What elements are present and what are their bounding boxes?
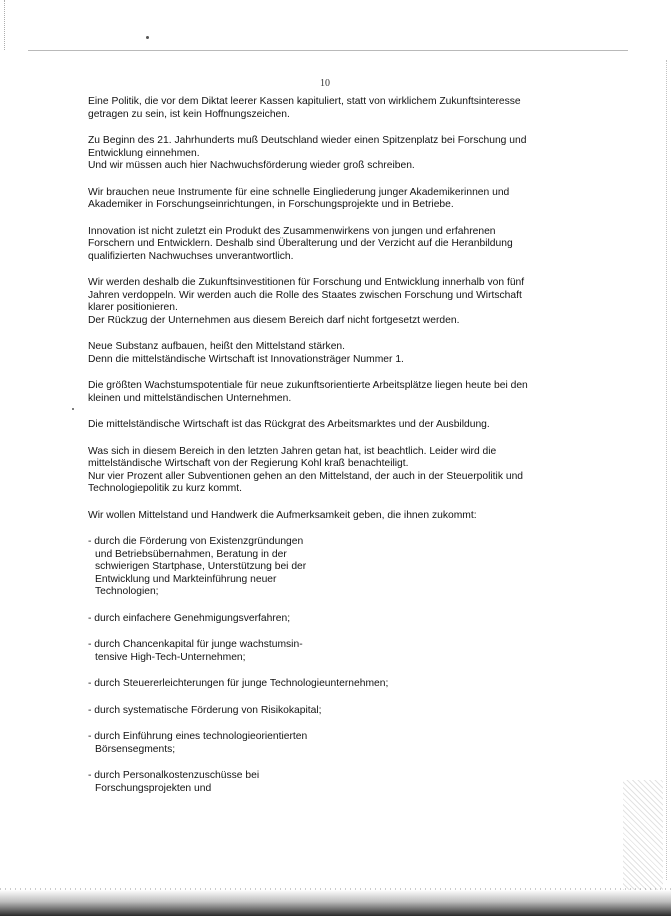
bullet-item [88, 536, 566, 599]
text-line: - durch systematische Förderung von Risikokapital; [88, 704, 322, 716]
paragraph [88, 96, 566, 121]
text-line: - durch Personalkostenzuschüsse bei [88, 770, 260, 781]
text-line: und Betriebsübernahmen, Beratung in der [95, 548, 287, 560]
bullet-item [88, 731, 566, 756]
text-line: Wir wollen Mittelstand und Handwerk die Aufmerksamkeit geben, die ihnen zukommt: [88, 509, 477, 521]
text-line: Entwicklung einnehmen. [88, 147, 200, 159]
text-line: Eine Politik, die vor dem Diktat leerer Kassen kapituliert, statt von wirklichem Zukunftsinteresse [88, 96, 521, 107]
paragraph [88, 510, 566, 523]
document-body [88, 96, 566, 809]
text-line: Entwicklung und Markteinführung neuer [95, 573, 277, 585]
text-line: - durch einfachere Genehmigungsverfahren; [88, 612, 291, 624]
scan-artifact-top-line [28, 50, 628, 51]
paragraph [88, 277, 566, 327]
text-line: klarer positionieren. [88, 302, 178, 313]
text-line: - durch Chancenkapital für junge wachstumsin- [88, 639, 303, 650]
text-line: getragen zu sein, ist kein Hoffnungszeichen. [88, 108, 290, 120]
text-line: Und wir müssen auch hier Nachwuchsförderung wieder groß schreiben. [88, 160, 415, 171]
text-line: mittelständische Wirtschaft von der Regierung Kohl kraß benachteiligt. [88, 458, 409, 469]
scan-artifact-speck [146, 36, 149, 39]
text-line: - durch Steuererleichterungen für junge Technologieunternehmen; [88, 678, 389, 689]
text-line: Neue Substanz aufbauen, heißt den Mittelstand stärken. [88, 341, 346, 352]
text-line: Jahren verdoppeln. Wir werden auch die Rolle des Staates zwischen Forschung und Wirtschaft [88, 289, 522, 301]
text-line: Technologien; [95, 586, 159, 597]
bullet-item [88, 613, 566, 626]
text-line: Wir werden deshalb die Zukunftsinvestitionen für Forschung und Entwicklung innerhalb von fünf [88, 277, 525, 288]
text-line: Forschungsprojekten und [95, 782, 212, 794]
bullet-item [88, 678, 566, 691]
text-line: Technologiepolitik zu kurz kommt. [88, 483, 242, 494]
paragraph [88, 187, 566, 212]
text-line: Zu Beginn des 21. Jahrhunderts muß Deutschland wieder einen Spitzenplatz bei Forschung und [88, 135, 527, 146]
paragraph [88, 135, 566, 173]
text-line: Akademiker in Forschungseinrichtungen, in Forschungsprojekte und in Betriebe. [88, 199, 454, 210]
text-line: Was sich in diesem Bereich in den letzten Jahren getan hat, ist beachtlich. Leider wird die [88, 445, 497, 457]
text-line: tensive High-Tech-Unternehmen; [95, 651, 246, 663]
paragraph [88, 446, 566, 496]
text-line: Denn die mittelständische Wirtschaft ist Innovationsträger Nummer 1. [88, 353, 404, 365]
paragraph [88, 380, 566, 405]
paragraph [88, 341, 566, 366]
scan-artifact-right-edge [664, 60, 667, 880]
bullet-item [88, 770, 566, 795]
text-line: Die größten Wachstumspotentiale für neue zukunftsorientierte Arbeitsplätze liegen heute bei den [88, 380, 528, 391]
paragraph [88, 419, 566, 432]
bullet-item [88, 705, 566, 718]
scan-artifact-speck [72, 408, 74, 410]
text-line: Der Rückzug der Unternehmen aus diesem Bereich darf nicht fortgesetzt werden. [88, 314, 460, 326]
text-line: Die mittelständische Wirtschaft ist das Rückgrat des Arbeitsmarktes und der Ausbildung. [88, 419, 490, 430]
paragraph [88, 226, 566, 264]
text-line: Forschern und Entwicklern. Deshalb sind Überalterung und der Verzicht auf die Heranbildung [88, 238, 513, 249]
scan-artifact-bottom-band [0, 890, 671, 916]
text-line: Nur vier Prozent aller Subventionen gehen an den Mittelstand, der auch in der Steuerpolitik und [88, 470, 524, 482]
text-line: kleinen und mittelständischen Unternehmen. [88, 392, 292, 404]
text-line: schwierigen Startphase, Unterstützung bei der [95, 561, 307, 572]
text-line: - durch Einführung eines technologieorientierten [88, 731, 308, 742]
scan-artifact-corner [4, 0, 35, 50]
scan-artifact-noise [623, 780, 663, 890]
bullet-item [88, 639, 566, 664]
text-line: - durch die Förderung von Existenzgründungen [88, 536, 304, 547]
text-line: Börsensegments; [95, 743, 176, 755]
page-number: 10 [320, 78, 330, 89]
text-line: Wir brauchen neue Instrumente für eine schnelle Eingliederung junger Akademikerinnen und [88, 186, 510, 198]
text-line: Innovation ist nicht zuletzt ein Produkt des Zusammenwirkens von jungen und erfahrenen [88, 225, 496, 237]
text-line: qualifizierten Nachwuchses unverantwortlich. [88, 250, 294, 262]
